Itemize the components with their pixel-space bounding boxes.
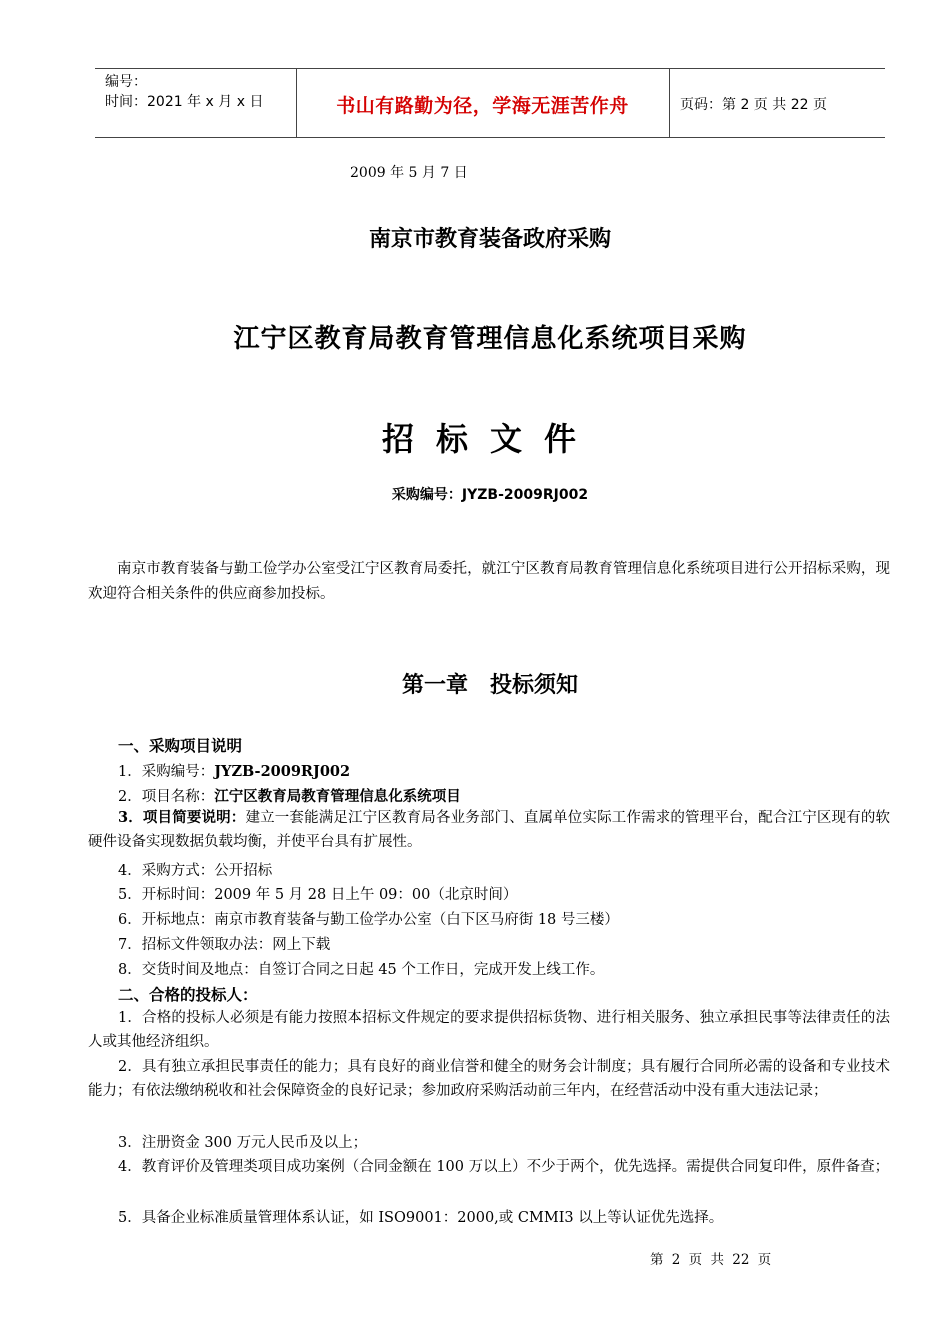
- section1-heading: 一、采购项目说明: [118, 737, 243, 755]
- section1-item4: 4．采购方式：公开招标: [118, 863, 273, 879]
- header-motto: 书山有路勤为径，学海无涯苦作舟: [336, 95, 629, 117]
- title-organization: 南京市教育装备政府采购: [368, 227, 611, 252]
- chapter-heading: 第一章 投标须知: [401, 673, 578, 698]
- item3-value: 建立一套能满足江宁区教育局各业务部门、直属单位实际工作需求的管理平台，配合江宁区现有的软硬件设备实现数据负载均衡，并使平台具有扩展性。: [88, 810, 891, 850]
- header-motto-cell: [296, 69, 670, 137]
- header-number-label: 编号：: [105, 74, 147, 90]
- section1-item2: [118, 785, 461, 806]
- document-date: 2009 年 5 月 7 日: [350, 165, 468, 181]
- header-page-cell: [670, 69, 885, 137]
- section2-p5: 5．具备企业标准质量管理体系认证，如 ISO9001：2000,或 CMMI3 以上等认证优先选择。: [118, 1210, 724, 1226]
- section1-item1: [118, 760, 350, 781]
- header-time-label: 时间：2021 年 x 月 x 日: [105, 94, 264, 110]
- section2-p2: 2．具有独立承担民事责任的能力；具有良好的商业信誉和健全的财务会计制度；具有履行合同所必需的设备和专业技术能力；有依法缴纳税收和社会保障资金的良好记录；参加政府采购活动前三年内，在经营活动中没有重大违法记录；: [88, 1059, 890, 1099]
- section1-item8: 8．交货时间及地点：自签订合同之日起 45 个工作日，完成开发上线工作。: [118, 962, 605, 978]
- title-document: 招标文件: [381, 420, 598, 458]
- page-footer: 第 2 页 共 22 页: [650, 1252, 772, 1268]
- page-header: [95, 68, 885, 138]
- section2-p3: 3．注册资金 300 万元人民币及以上；: [118, 1135, 368, 1151]
- header-left-cell: [95, 69, 297, 137]
- section1-item6: 6．开标地点：南京市教育装备与勤工俭学办公室（白下区马府街 18 号三楼）: [118, 912, 619, 928]
- header-page-code: 页码：第 2 页 共 22 页: [680, 97, 827, 113]
- procurement-number: 采购编号：JYZB-2009RJ002: [391, 487, 589, 503]
- item1-label: 1．采购编号：: [118, 764, 215, 780]
- item1-value: JYZB-2009RJ002: [214, 763, 351, 780]
- item3-label: 3．项目简要说明：: [118, 809, 246, 826]
- section1-item3: [88, 806, 890, 854]
- section2-heading: 二、合格的投标人：: [118, 986, 258, 1004]
- intro-paragraph: 南京市教育装备与勤工俭学办公室受江宁区教育局委托，就江宁区教育局教育管理信息化系统项目进行公开招标采购，现欢迎符合相关条件的供应商参加投标。: [88, 561, 890, 602]
- section1-item5: 5．开标时间：2009 年 5 月 28 日上午 09：00（北京时间）: [118, 887, 518, 903]
- section1-item7: 7．招标文件领取办法：网上下载: [118, 937, 331, 953]
- section2-p1: 1．合格的投标人必须是有能力按照本招标文件规定的要求提供招标货物、进行相关服务、独立承担民事等法律责任的法人或其他经济组织。: [88, 1010, 890, 1050]
- item2-value: 江宁区教育局教育管理信息化系统项目: [214, 788, 461, 805]
- item2-label: 2．项目名称：: [118, 789, 215, 805]
- section2-p4: 4．教育评价及管理类项目成功案例（合同金额在 100 万以上）不少于两个，优先选择。需提供合同复印件，原件备查；: [118, 1159, 890, 1175]
- title-project: 江宁区教育局教育管理信息化系统项目采购: [233, 324, 747, 354]
